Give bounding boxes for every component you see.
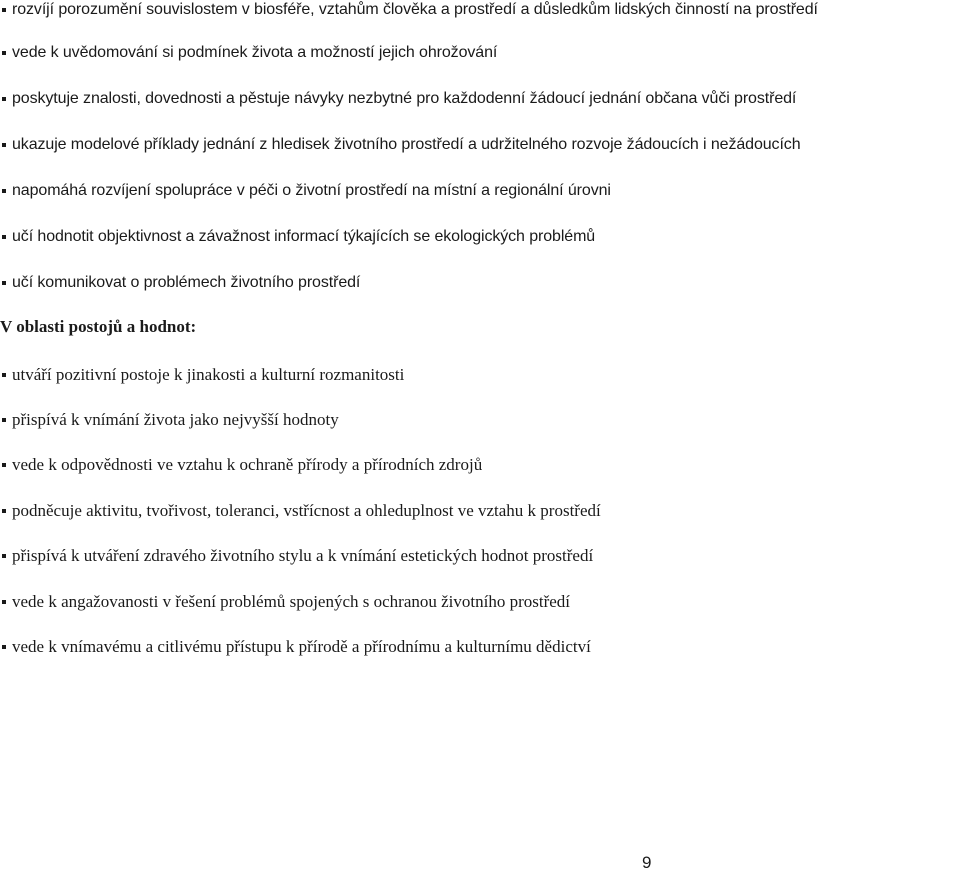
list-item <box>0 406 339 434</box>
list-item <box>0 177 611 205</box>
bullet-icon <box>2 8 6 12</box>
bullet-icon <box>2 281 6 285</box>
list-item <box>0 269 360 297</box>
list-item <box>0 39 497 67</box>
list-item-text: ukazuje modelové příklady jednání z hledisek životního prostředí a udržitelného rozvoje žádoucích i nežádoucích <box>12 136 801 153</box>
list-item-text: učí komunikovat o problémech životního prostředí <box>12 274 361 291</box>
list-item <box>0 361 404 389</box>
page-number: 9 <box>642 853 652 872</box>
list-item <box>0 542 593 570</box>
list-item <box>0 633 591 661</box>
list-item-text: přispívá k vnímání života jako nejvyšší hodnoty <box>12 410 339 429</box>
list-item-text: přispívá k utváření zdravého životního stylu a k vnímání estetických hodnot prostředí <box>12 546 594 565</box>
list-item <box>0 497 601 525</box>
bullet-icon <box>2 97 6 101</box>
list-item-text: rozvíjí porozumění souvislostem v biosféře, vztahům člověka a prostředí a důsledkům lidských činností na prostředí <box>12 1 818 18</box>
list-item <box>0 0 818 24</box>
list-item-text: utváří pozitivní postoje k jinakosti a kulturní rozmanitosti <box>12 365 405 384</box>
section-heading: V oblasti postojů a hodnot: <box>0 317 197 336</box>
bullet-icon <box>2 509 6 513</box>
list-item <box>0 131 801 159</box>
list-item <box>0 588 570 616</box>
bullet-icon <box>2 554 6 558</box>
bullet-icon <box>2 51 6 55</box>
bullet-icon <box>2 235 6 239</box>
bullet-icon <box>2 143 6 147</box>
list-item <box>0 85 796 113</box>
list-item <box>0 223 595 251</box>
list-item-text: vede k angažovanosti v řešení problémů spojených s ochranou životního prostředí <box>12 592 571 611</box>
list-item-text: vede k vnímavému a citlivému přístupu k přírodě a přírodnímu a kulturnímu dědictví <box>12 637 591 656</box>
bullet-icon <box>2 600 6 604</box>
list-item-text: vede k uvědomování si podmínek života a možností jejich ohrožování <box>12 44 498 61</box>
bullet-icon <box>2 645 6 649</box>
bullet-icon <box>2 189 6 193</box>
list-item <box>0 451 482 479</box>
bullet-icon <box>2 373 6 377</box>
list-item-text: poskytuje znalosti, dovednosti a pěstuje návyky nezbytné pro každodenní žádoucí jednání občana vůči prostředí <box>12 90 797 107</box>
list-item-text: podněcuje aktivitu, tvořivost, toleranci, vstřícnost a ohleduplnost ve vztahu k prostředí <box>12 501 601 520</box>
bullet-icon <box>2 463 6 467</box>
list-item-text: vede k odpovědnosti ve vztahu k ochraně přírody a přírodních zdrojů <box>12 455 483 474</box>
list-item-text: učí hodnotit objektivnost a závažnost informací týkajících se ekologických problémů <box>12 228 596 245</box>
list-item-text: napomáhá rozvíjení spolupráce v péči o životní prostředí na místní a regionální úrovni <box>12 182 611 199</box>
bullet-icon <box>2 418 6 422</box>
